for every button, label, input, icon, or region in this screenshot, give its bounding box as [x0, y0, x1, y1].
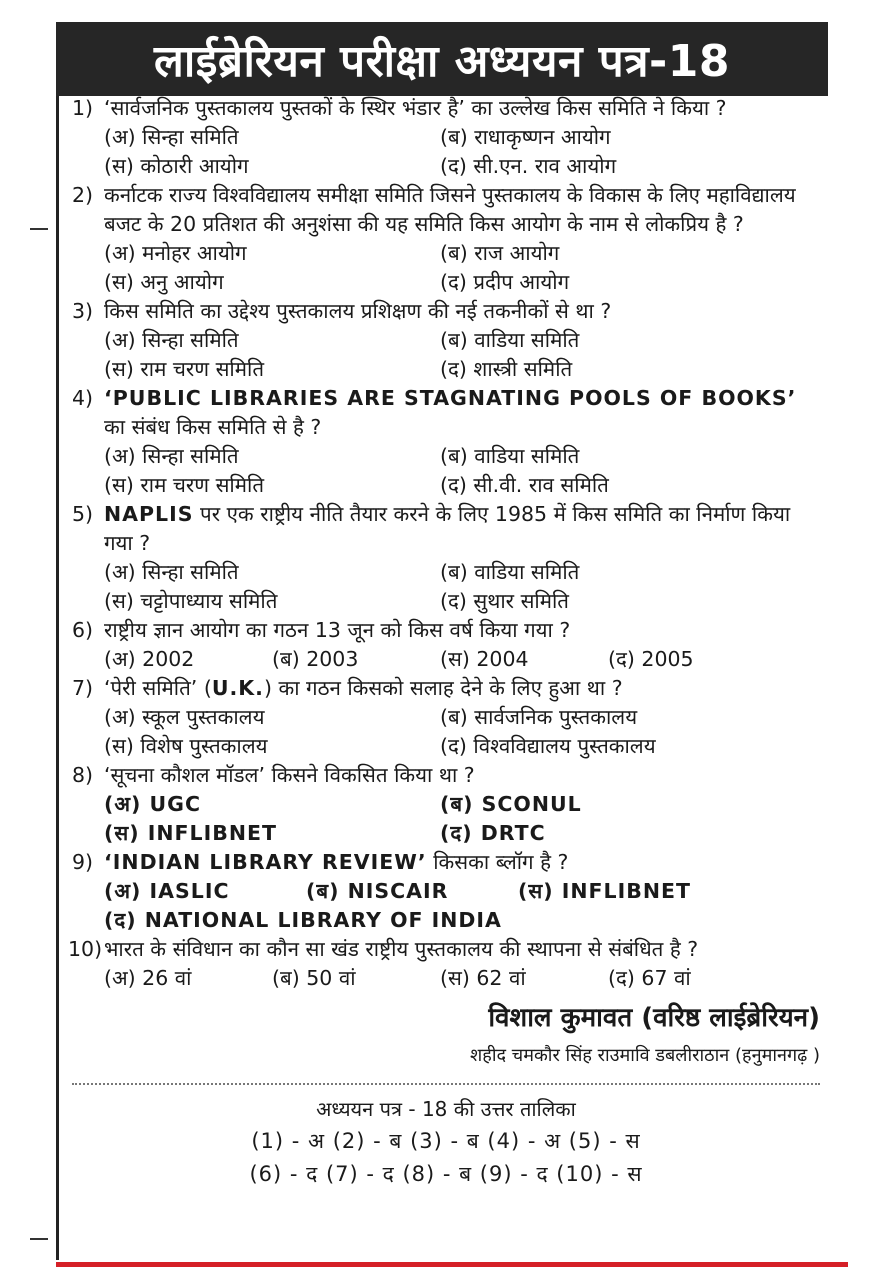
- option-c: (स) विशेष पुस्तकालय: [104, 734, 268, 758]
- options-7: [72, 703, 820, 761]
- question-text: किस समिति का उद्देश्य पुस्तकालय प्रशिक्षण की नई तकनीकों से था ?: [104, 299, 612, 323]
- option-d: (द) सी.वी. राव समिति: [440, 473, 609, 497]
- answer-key-line-1: (1) - अ (2) - ब (3) - ब (4) - अ (5) - स: [251, 1129, 641, 1153]
- option-d: (द) NATIONAL LIBRARY OF INDIA: [104, 908, 502, 932]
- option-c: (स) अनु आयोग: [104, 270, 224, 294]
- question-number: 4): [72, 386, 94, 410]
- question-number: 3): [72, 299, 94, 323]
- question-text-english: ‘PUBLIC LIBRARIES ARE STAGNATING POOLS OF BOOKS’: [104, 386, 797, 410]
- left-frame-rule: [56, 22, 59, 1260]
- question-list: [68, 94, 820, 1191]
- question-number: 6): [72, 618, 94, 642]
- option-b: (ब) राज आयोग: [440, 241, 560, 265]
- question-text-english: U.K.: [211, 676, 264, 700]
- question-text: पर एक राष्ट्रीय नीति तैयार करने के लिए 1985 में किस समिति का निर्माण किया गया ?: [104, 502, 791, 555]
- option-b: (ब) SCONUL: [440, 792, 582, 816]
- option-d: (द) 2005: [608, 647, 694, 671]
- option-a: (अ) सिन्हा समिति: [104, 328, 239, 352]
- question-5: [72, 500, 820, 558]
- option-d: (द) 67 वां: [608, 966, 691, 990]
- author-school: शहीद चमकौर सिंह राउमावि डबलीराठान (हनुमानगढ़ ): [470, 1045, 820, 1066]
- question-text: राष्ट्रीय ज्ञान आयोग का गठन 13 जून को किस वर्ष किया गया ?: [104, 618, 571, 642]
- question-text: भारत के संविधान का कौन सा खंड राष्ट्रीय पुस्तकालय की स्थापना से संबंधित है ?: [104, 937, 699, 961]
- options-9: [72, 877, 820, 935]
- options-1: [72, 123, 820, 181]
- question-number: 9): [72, 850, 94, 874]
- margin-tick: [30, 1238, 48, 1240]
- dotted-divider: [72, 1083, 820, 1085]
- option-b: (ब) सार्वजनिक पुस्तकालय: [440, 705, 638, 729]
- option-b: (ब) वाडिया समिति: [440, 328, 580, 352]
- question-2: [72, 181, 820, 239]
- option-b: (ब) NISCAIR: [306, 879, 449, 903]
- option-c: (स) INFLIBNET: [104, 821, 277, 845]
- option-c: (स) राम चरण समिति: [104, 357, 264, 381]
- option-c: (स) चट्टोपाध्याय समिति: [104, 589, 278, 613]
- option-d: (द) DRTC: [440, 821, 546, 845]
- option-c: (स) 62 वां: [440, 966, 526, 990]
- question-number: 2): [72, 183, 94, 207]
- options-4: [72, 442, 820, 500]
- option-a: (अ) 26 वां: [104, 966, 192, 990]
- option-a: (अ) मनोहर आयोग: [104, 241, 247, 265]
- answer-key-title: अध्ययन पत्र - 18 की उत्तर तालिका: [316, 1097, 576, 1121]
- option-a: (अ) UGC: [104, 792, 202, 816]
- option-a: (अ) सिन्हा समिति: [104, 560, 239, 584]
- answer-key-line-2: (6) - द (7) - द (8) - ब (9) - द (10) - स: [249, 1162, 643, 1186]
- question-number: 8): [72, 763, 94, 787]
- option-c: (स) INFLIBNET: [518, 879, 691, 903]
- question-number: 7): [72, 676, 94, 700]
- option-b: (ब) वाडिया समिति: [440, 560, 580, 584]
- question-text-english: ‘INDIAN LIBRARY REVIEW’: [104, 850, 427, 874]
- options-5: [72, 558, 820, 616]
- question-7: [72, 674, 820, 703]
- question-4: [72, 384, 820, 442]
- question-text: कर्नाटक राज्य विश्वविद्यालय समीक्षा समिति जिसने पुस्तकालय के विकास के लिए महाविद्यालय बजट के 20 प्रतिशत की अनुशंसा की यह समिति किस आयोग के नाम से लोकप्रिय है ?: [104, 183, 796, 236]
- option-b: (ब) 50 वां: [272, 966, 356, 990]
- option-d: (द) विश्वविद्यालय पुस्तकालय: [440, 734, 656, 758]
- option-a: (अ) सिन्हा समिति: [104, 444, 239, 468]
- question-number: 5): [72, 502, 94, 526]
- option-a: (अ) IASLIC: [104, 879, 230, 903]
- question-text: ) का गठन किसको सलाह देने के लिए हुआ था ?: [263, 676, 623, 700]
- option-b: (ब) राधाकृष्णन आयोग: [440, 125, 611, 149]
- option-a: (अ) 2002: [104, 647, 195, 671]
- option-c: (स) राम चरण समिति: [104, 473, 264, 497]
- options-3: [72, 326, 820, 384]
- question-text: किसका ब्लॉग है ?: [433, 850, 569, 874]
- question-number: 10): [68, 937, 103, 961]
- option-c: (स) 2004: [440, 647, 529, 671]
- page-title: लाईब्रेरियन परीक्षा अध्ययन पत्र-18: [56, 22, 828, 96]
- option-d: (द) सुथार समिति: [440, 589, 569, 613]
- question-text-english: NAPLIS: [104, 502, 194, 526]
- option-b: (ब) 2003: [272, 647, 359, 671]
- option-d: (द) प्रदीप आयोग: [440, 270, 570, 294]
- options-8: [72, 790, 820, 848]
- question-10: [68, 935, 820, 964]
- option-c: (स) कोठारी आयोग: [104, 154, 249, 178]
- option-d: (द) सी.एन. राव आयोग: [440, 154, 617, 178]
- question-6: [72, 616, 820, 645]
- question-1: [72, 94, 820, 123]
- question-text: ‘सूचना कौशल मॉडल’ किसने विकसित किया था ?: [104, 763, 475, 787]
- author-credit: विशाल कुमावत (वरिष्ठ लाईब्रेरियन): [488, 1003, 820, 1033]
- options-6: [72, 645, 820, 674]
- option-d: (द) शास्त्री समिति: [440, 357, 573, 381]
- question-text: का संबंध किस समिति से है ?: [104, 415, 322, 439]
- question-text: ‘पेरी समिति’ (: [104, 676, 212, 700]
- question-9: [72, 848, 820, 877]
- option-a: (अ) सिन्हा समिति: [104, 125, 239, 149]
- option-a: (अ) स्कूल पुस्तकालय: [104, 705, 265, 729]
- options-10: [72, 964, 820, 993]
- question-number: 1): [72, 96, 94, 120]
- question-text: ‘सार्वजनिक पुस्तकालय पुस्तकों के स्थिर भंडार है’ का उल्लेख किस समिति ने किया ?: [104, 96, 727, 120]
- options-2: [72, 239, 820, 297]
- question-8: [72, 761, 820, 790]
- question-3: [72, 297, 820, 326]
- margin-tick: [30, 228, 48, 230]
- bottom-red-bar: [56, 1262, 848, 1267]
- option-b: (ब) वाडिया समिति: [440, 444, 580, 468]
